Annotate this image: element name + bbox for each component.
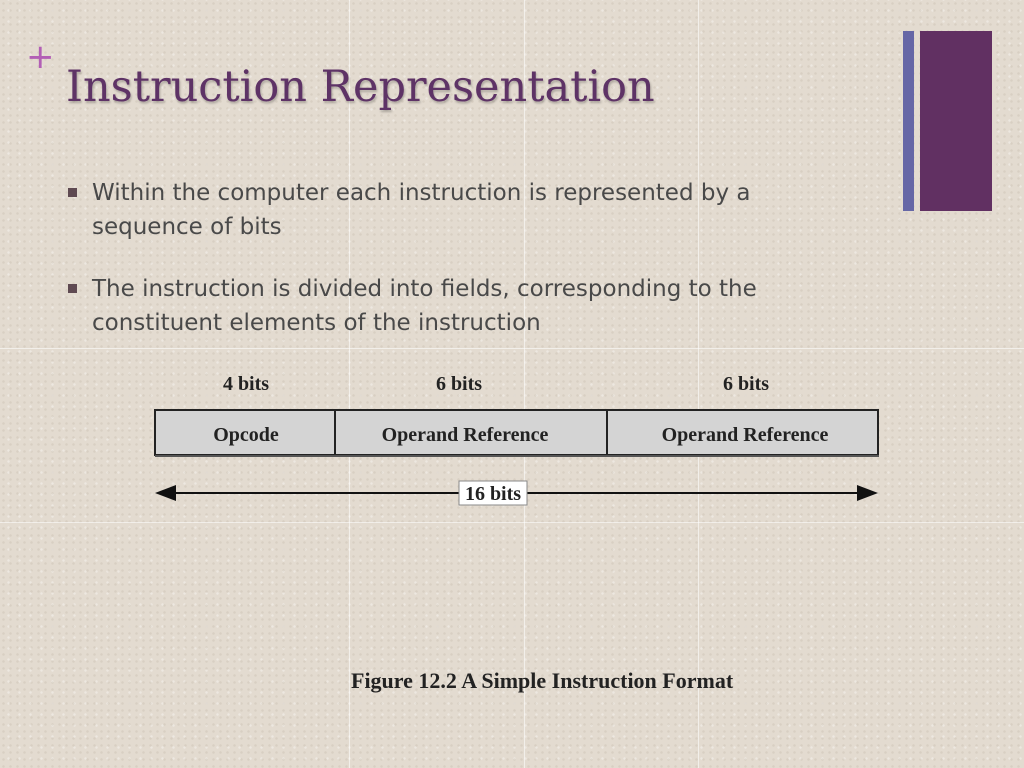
field-name: Opcode [213,424,279,446]
slide-title: Instruction Representation [66,62,655,112]
arrow-left-icon [155,485,176,501]
bullet-text: Within the computer each instruction is represented by a sequence of bits [92,180,751,240]
field-width-label: 6 bits [722,373,770,395]
plus-icon: + [26,37,55,77]
bullet-text: The instruction is divided into fields, corresponding to the constituent elements of the instruction [92,276,757,336]
arrow-right-icon [857,485,878,501]
field-name: Operand Reference [661,424,829,446]
field-width-label: 4 bits [222,373,270,395]
total-bits-label: 16 bits [464,483,522,505]
figure-caption: Figure 12.2 A Simple Instruction Format [351,668,734,693]
field-name: Operand Reference [381,424,549,446]
field-width-label: 6 bits [435,373,483,395]
